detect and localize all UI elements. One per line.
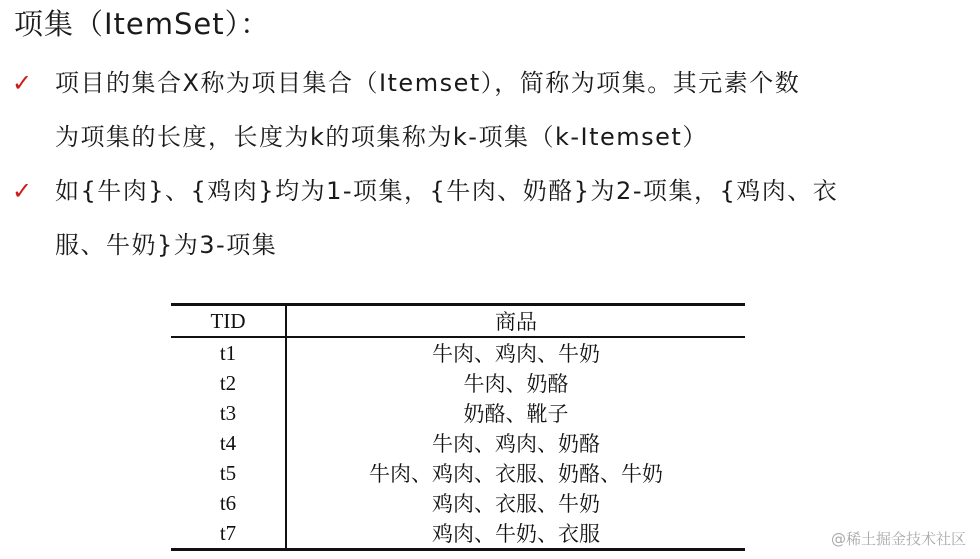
cell-items: 鸡肉、牛奶、衣服 <box>286 518 745 550</box>
cell-tid: t3 <box>171 398 286 428</box>
cell-items: 奶酪、靴子 <box>463 402 569 426</box>
table-row <box>171 368 745 398</box>
cell-items: 牛肉、鸡肉、奶酪 <box>432 432 600 456</box>
bullet-text <box>55 164 962 272</box>
check-mark-icon: ✓ <box>12 177 33 205</box>
table-row <box>171 337 745 368</box>
cell-items: 牛肉、鸡肉、衣服、奶酪、牛奶 <box>369 462 663 486</box>
bullet-itemset-examples <box>12 164 962 272</box>
table-row <box>171 458 745 488</box>
check-mark-icon: ✓ <box>12 69 33 97</box>
cell-tid: t7 <box>171 518 286 550</box>
cell-tid: t1 <box>171 337 286 368</box>
cell-tid: t2 <box>171 368 286 398</box>
watermark: @稀土掘金技术社区 <box>830 530 966 548</box>
table-row <box>171 398 745 428</box>
header-tid: TID <box>171 305 286 338</box>
bullet-line: 项目的集合X称为项目集合（Itemset），简称为项集。其元素个数 <box>55 69 801 97</box>
transaction-table <box>171 303 745 551</box>
bullet-itemset-definition <box>12 56 962 164</box>
table-row <box>171 488 745 518</box>
table-row <box>171 518 745 550</box>
bullet-line: 如{牛肉}、{鸡肉}均为1-项集，{牛肉、奶酪}为2-项集，{鸡肉、衣 <box>55 177 839 205</box>
cell-tid: t4 <box>171 428 286 458</box>
section-heading: 项集（ItemSet）： <box>14 7 271 41</box>
cell-items: 牛肉、奶酪 <box>463 372 569 396</box>
cell-tid: t5 <box>171 458 286 488</box>
cell-items: 鸡肉、衣服、牛奶 <box>432 492 600 516</box>
bullet-line: 服、牛奶}为3-项集 <box>55 231 278 259</box>
bullet-line: 为项集的长度，长度为k的项集称为k-项集（k-Itemset） <box>55 123 708 151</box>
cell-tid: t6 <box>171 488 286 518</box>
table-row <box>171 428 745 458</box>
bullet-text <box>55 56 962 164</box>
header-items: 商品 <box>286 305 745 338</box>
table-header-row <box>171 305 745 338</box>
cell-items: 牛肉、鸡肉、牛奶 <box>432 342 600 366</box>
